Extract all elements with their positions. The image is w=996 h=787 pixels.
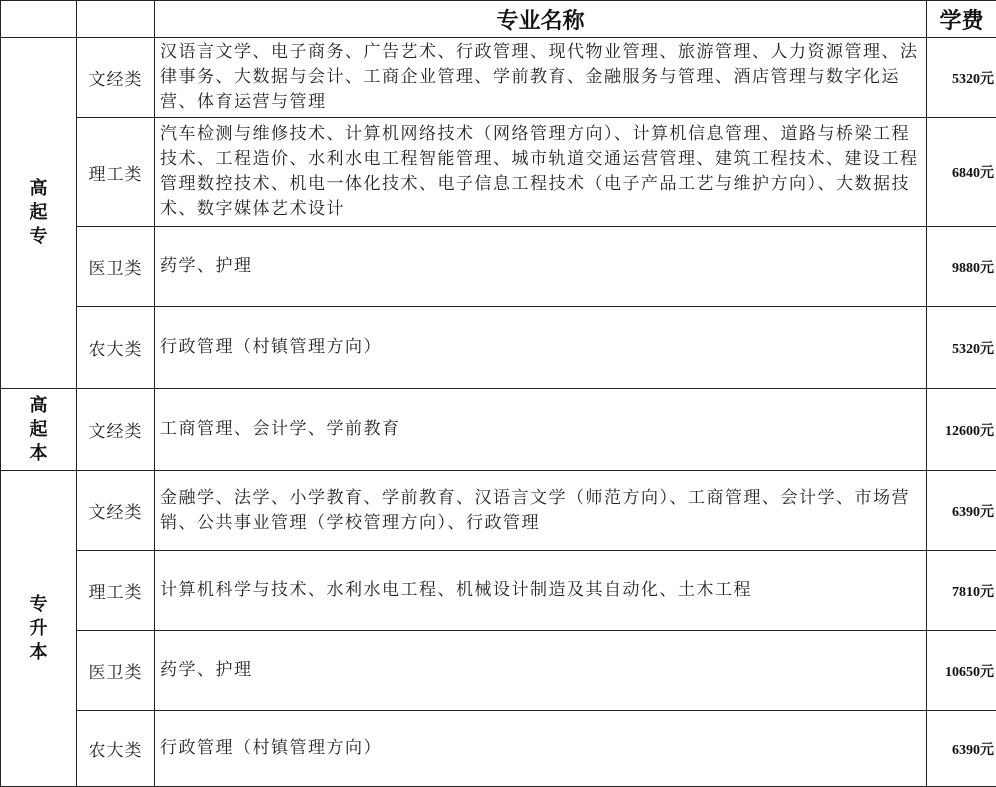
header-blank-level	[1, 1, 77, 38]
table-row	[1, 631, 996, 711]
category-cell: 农大类	[77, 307, 155, 389]
level-cell-gaoqizhuan: 高 起 专	[1, 38, 77, 389]
fee-cell: 6390元	[927, 711, 996, 787]
category-cell: 医卫类	[77, 227, 155, 307]
table-row	[1, 389, 996, 471]
majors-cell: 行政管理（村镇管理方向）	[155, 307, 927, 389]
fee-cell: 5320元	[927, 307, 996, 389]
category-cell: 医卫类	[77, 631, 155, 711]
fee-cell: 9880元	[927, 227, 996, 307]
fee-cell: 6840元	[927, 118, 996, 227]
category-cell: 农大类	[77, 711, 155, 787]
majors-cell: 汉语言文学、电子商务、广告艺术、行政管理、现代物业管理、旅游管理、人力资源管理、法律事务、大数据与会计、工商企业管理、学前教育、金融服务与管理、酒店管理与数字化运营、体育运营与管理	[155, 38, 927, 118]
header-tuition: 学费	[927, 1, 996, 38]
header-major-name: 专业名称	[155, 1, 927, 38]
fee-cell: 10650元	[927, 631, 996, 711]
table-row	[1, 471, 996, 551]
majors-cell: 工商管理、会计学、学前教育	[155, 389, 927, 471]
category-cell: 文经类	[77, 471, 155, 551]
majors-cell: 汽车检测与维修技术、计算机网络技术（网络管理方向）、计算机信息管理、道路与桥梁工程技术、工程造价、水利水电工程智能管理、城市轨道交通运营管理、建筑工程技术、建设工程管理数控技术、机电一体化技术、电子信息工程技术（电子产品工艺与维护方向）、大数据技术、数字媒体艺术设计	[155, 118, 927, 227]
table-row	[1, 551, 996, 631]
fee-cell: 6390元	[927, 471, 996, 551]
majors-cell: 金融学、法学、小学教育、学前教育、汉语言文学（师范方向）、工商管理、会计学、市场营销、公共事业管理（学校管理方向）、行政管理	[155, 471, 927, 551]
category-cell: 理工类	[77, 551, 155, 631]
header-blank-category	[77, 1, 155, 38]
table-row	[1, 307, 996, 389]
header-row	[1, 1, 996, 38]
level-cell-zhuanshengben: 专 升 本	[1, 471, 77, 787]
majors-cell: 行政管理（村镇管理方向）	[155, 711, 927, 787]
category-cell: 文经类	[77, 389, 155, 471]
table-row	[1, 118, 996, 227]
table-row	[1, 227, 996, 307]
level-cell-gaoqiben: 高 起 本	[1, 389, 77, 471]
category-cell: 理工类	[77, 118, 155, 227]
table-row	[1, 711, 996, 787]
fee-cell: 7810元	[927, 551, 996, 631]
fee-cell: 12600元	[927, 389, 996, 471]
majors-cell: 药学、护理	[155, 631, 927, 711]
table-row	[1, 38, 996, 118]
majors-cell: 计算机科学与技术、水利水电工程、机械设计制造及其自动化、土木工程	[155, 551, 927, 631]
category-cell: 文经类	[77, 38, 155, 118]
majors-cell: 药学、护理	[155, 227, 927, 307]
fee-cell: 5320元	[927, 38, 996, 118]
